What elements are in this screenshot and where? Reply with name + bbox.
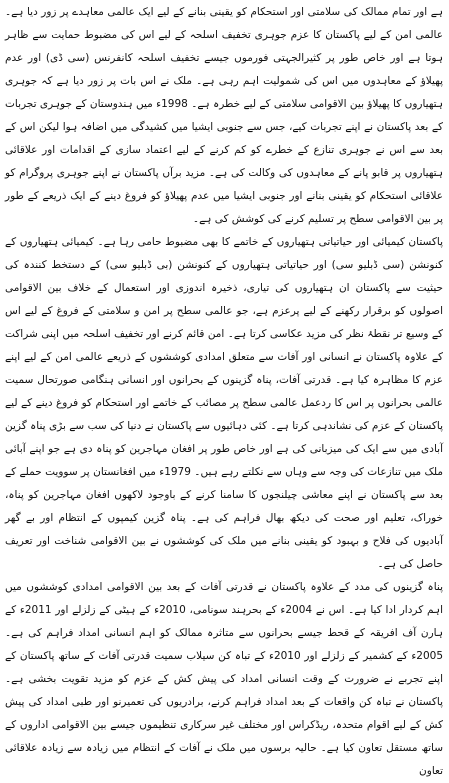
- article-body: [5, 1, 443, 783]
- paragraph-3: پناہ گزینوں کی مدد کے علاوہ پاکستان نے قدرتی آفات کے بعد بین الاقوامی امدادی کوششوں میں اہم کردار ادا کیا ہے۔ اس نے 2004ء کے بحرہند سونامی، 2010ء کے ہیٹی کے زلزلے اور 2011ء کے ہارن آف افریقہ کے قحط جیسے بحرانوں سے متاثرہ ممالک کو اہم انسانی امداد فراہم کی ہے۔ 2005ء کے کشمیر کے زلزلے اور 2010ء کے تباہ کن سیلاب سمیت قدرتی آفات کے ساتھ پاکستان کے اپنے تجربے نے ضرورت کے وقت انسانی امداد کی پیش کش کے عزم کو مزید تقویت بخشی ہے۔ پاکستان نے تباہ کن واقعات کے بعد امداد فراہم کرنے، برادریوں کی تعمیرنو اور طبی امداد کی پیش کش کے لیے اقوام متحدہ، ریڈکراس اور مختلف غیر سرکاری تنظیموں جیسے بین الاقوامی اداروں کے ساتھ مستقل تعاون کیا ہے۔ حالیہ برسوں میں ملک نے آفات کے انتظام میں زیادہ سے زیادہ علاقائی تعاون: [5, 581, 444, 777]
- paragraph-1: ہے اور تمام ممالک کی سلامتی اور استحکام کو یقینی بنانے کے لیے ایک عالمی معاہدے پر زور دیا ہے۔ عالمی امن کے لیے پاکستان کا عزم جوہری تخفیف اسلحہ کے لیے اس کی مضبوط حمایت سے ظاہر ہوتا ہے اور خاص طور پر کثیرالجہتی فورموں جیسے تخفیف اسلحہ کانفرنس (سی ڈی) اور عدم پھیلاؤ کے معاہدوں میں اس کی شمولیت اہم رہی ہے۔ ملک نے اس بات پر زور دیا ہے کہ جوہری ہتھیاروں کا پھیلاؤ بین الاقوامی سلامتی کے لیے خطرہ ہے۔ 1998ء میں ہندوستان کے جوہری تجربات کے بعد پاکستان نے اپنے تجربات کیے، جس سے جنوبی ایشیا میں کشیدگی میں اضافہ ہوا لیکن اس کے بعد سے اس نے جوہری تنازع کے خطرے کو کم کرنے کے لیے اعتماد سازی کے اقدامات اور علاقائی ہتھیاروں پر قابو پانے کے معاہدوں کی وکالت کی ہے۔ مزید برآں پاکستان نے اپنے جوہری پروگرام کو علاقائی استحکام کو یقینی بنانے اور جنوبی ایشیا میں عدم پھیلاؤ کو فروغ دینے کے ایک ذریعے کے طور پر بین الاقوامی سطح پر تسلیم کرنے کی کوشش کی ہے۔: [5, 6, 443, 225]
- paragraph-2: پاکستان کیمیائی اور حیاتیاتی ہتھیاروں کے خاتمے کا بھی مضبوط حامی رہا ہے۔ کیمیائی ہتھیاروں کے کنونشن (سی ڈبلیو سی) اور حیاتیاتی ہتھیاروں کے کنونشن (بی ڈبلیو سی) کے دستخط کنندہ کی حیثیت سے پاکستان ان ہتھیاروں کی تیاری، ذخیرہ اندوزی اور استعمال کے خلاف بین الاقوامی اصولوں کو برقرار رکھنے کے لیے پرعزم ہے، جو عالمی سطح پر امن و سلامتی کے فروغ کے لیے اس کے وسیع تر نقطۂ نظر کی مزید عکاسی کرتا ہے۔ امن قائم کرنے اور تخفیف اسلحہ میں اپنی شراکت کے علاوہ پاکستان نے انسانی اور آفات سے متعلق امدادی کوششوں کے ذریعے عالمی امن کے لیے اپنے عزم کا مظاہرہ کیا ہے۔ قدرتی آفات، پناہ گزینوں کے بحرانوں اور انسانی ہنگامی صورتحال سمیت عالمی بحرانوں پر اس کا ردعمل عالمی سطح پر مصائب کے خاتمے اور استحکام کو فروغ دینے کے لیے پاکستان کے عزم کی نشاندہی کرتا ہے۔ کئی دہائیوں سے پاکستان نے دنیا کی سب سے بڑی پناہ گزین آبادی میں سے ایک کی میزبانی کی ہے اور خاص طور پر افغان مہاجرین کو پناہ دی ہے جو اپنے آبائی ملک میں تنازعات کی وجہ سے وہاں سے نکلتے رہے ہیں۔ 1979ء میں افغانستان پر سوویت حملے کے بعد سے پاکستان نے اپنے معاشی چیلنجوں کا سامنا کرنے کے باوجود لاکھوں افغان مہاجرین کو پناہ، خوراک، تعلیم اور صحت کی دیکھ بھال فراہم کی ہے۔ پناہ گزین کیمپوں کے انتظام اور بے گھر آبادیوں کی فلاح و بہبود کو یقینی بنانے میں ملک کی کوششوں نے بین الاقوامی شناخت اور تعریف حاصل کی ہے۔: [5, 236, 443, 570]
